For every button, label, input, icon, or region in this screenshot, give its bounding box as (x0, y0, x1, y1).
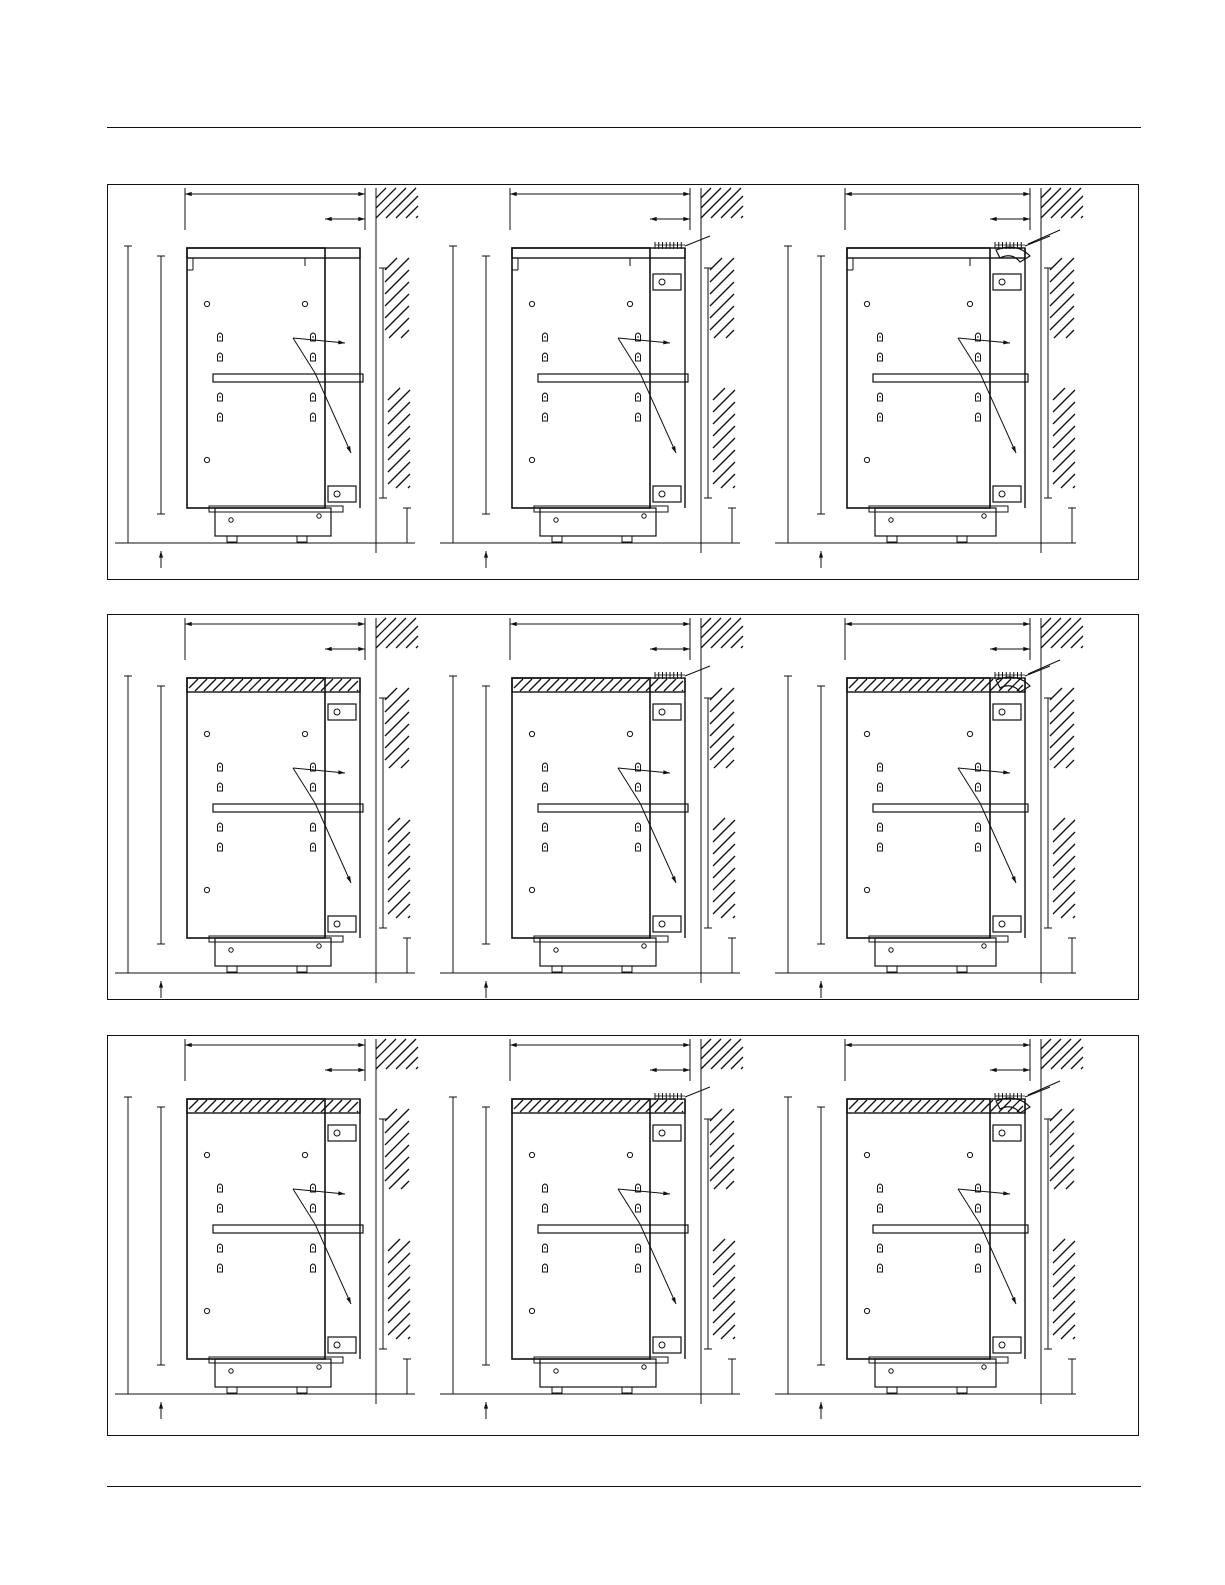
cabinet-diagram-3-3 (775, 1037, 1095, 1417)
cabinet-diagram-1-3 (775, 186, 1095, 566)
cabinet-diagram-2-2 (440, 616, 760, 996)
cabinet-diagram-1-1 (115, 186, 435, 566)
cabinet-diagram-1-2 (440, 186, 760, 566)
cabinet-diagram-3-2 (440, 1037, 760, 1417)
cabinet (775, 1039, 1083, 1419)
cabinet (440, 188, 743, 568)
cabinet-diagram-2-3 (775, 616, 1095, 996)
cabinet (775, 618, 1083, 998)
cabinet (115, 188, 418, 568)
header-rule (107, 127, 1141, 128)
cabinet (115, 1039, 418, 1419)
cabinet (440, 618, 743, 998)
cabinet (115, 618, 418, 998)
cabinet-diagram-2-1 (115, 616, 435, 996)
cabinet (775, 188, 1083, 568)
cabinet-diagram-3-1 (115, 1037, 435, 1417)
cabinet (440, 1039, 743, 1419)
footer-rule (107, 1486, 1141, 1487)
